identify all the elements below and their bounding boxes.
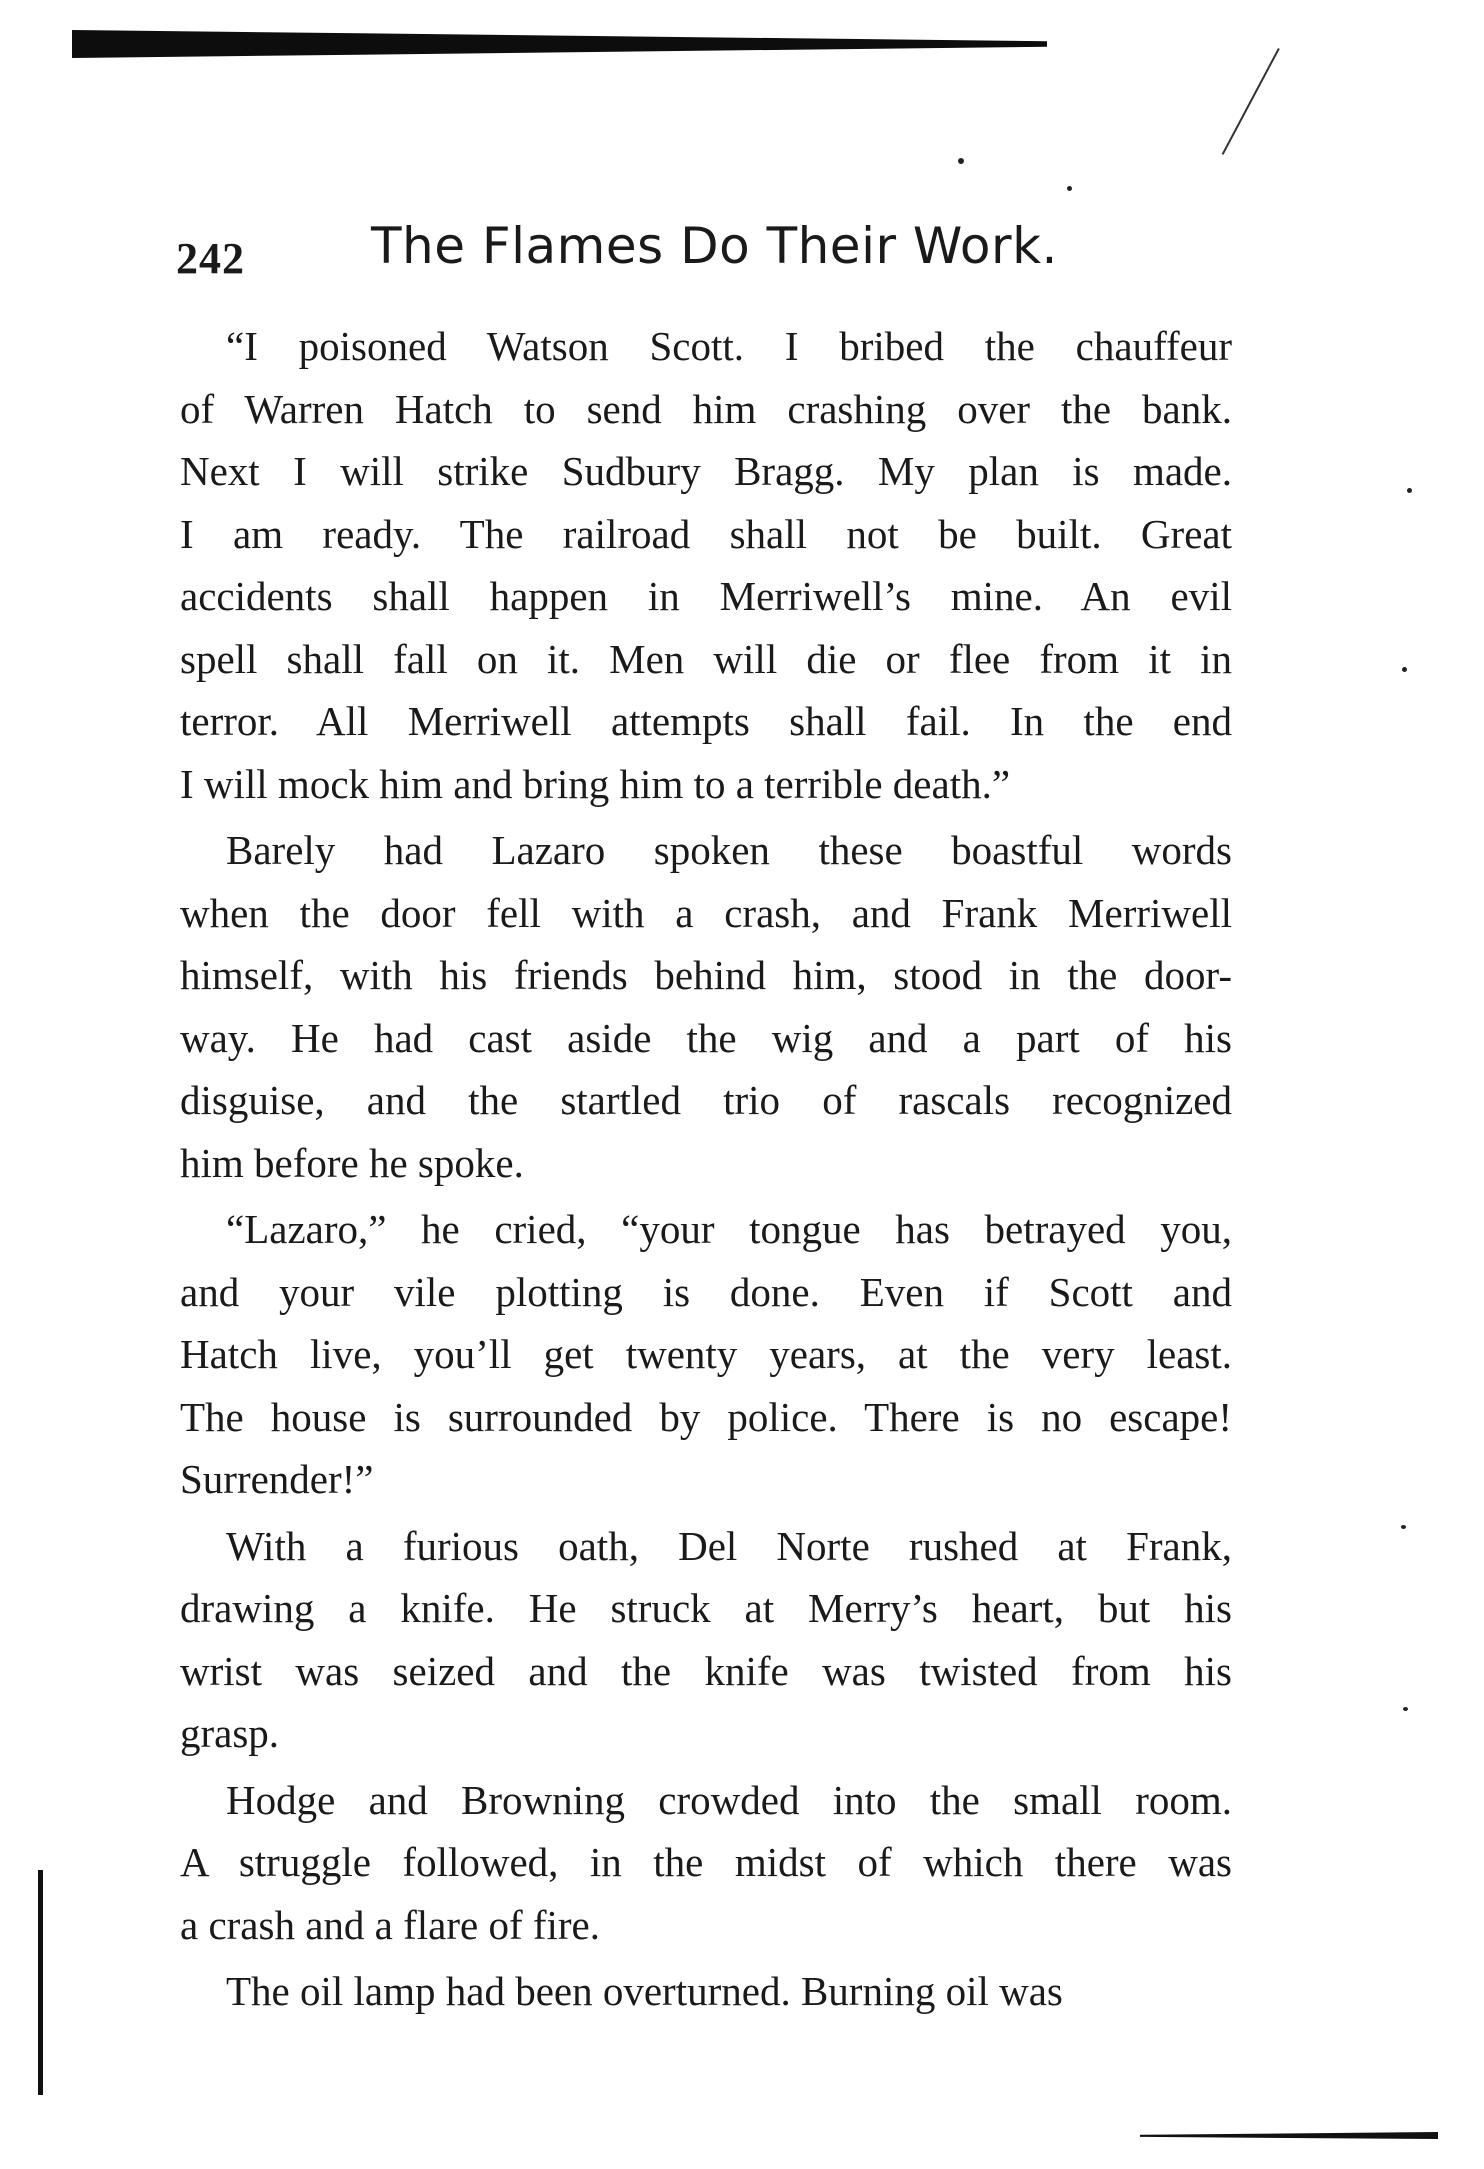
text-line: a crash and a flare of fire. (180, 1901, 600, 1948)
text-line: him before he spoke. (180, 1139, 524, 1186)
paragraph (180, 1198, 1232, 1511)
scan-stray-mark (1222, 48, 1280, 155)
text-line: The house is surrounded by police. There is no escape! (180, 1393, 1232, 1440)
scan-speck (1407, 488, 1412, 493)
text-line: terror. All Merriwell attempts shall fail. In the end (180, 698, 1232, 744)
paragraph (180, 819, 1232, 1194)
scan-top-rule (72, 30, 1047, 58)
text-line: Hatch live, you’ll get twenty years, at the very least. (180, 1331, 1232, 1377)
text-line: With a furious oath, Del Norte rushed at Frank, (226, 1522, 1232, 1569)
scan-speck (958, 158, 964, 164)
scan-speck (1067, 186, 1072, 191)
text-line: The oil lamp had been overturned. Burning oil was (226, 1968, 1063, 2014)
text-line: when the door fell with a crash, and Frank Merriwell (180, 889, 1232, 936)
text-line: grasp. (180, 1710, 280, 1756)
scan-speck (1401, 1525, 1406, 1529)
page-number: 242 (176, 234, 245, 283)
text-line: Hodge and Browning crowded into the small room. (226, 1776, 1232, 1823)
text-line: wrist was seized and the knife was twisted from his (180, 1647, 1232, 1694)
text-line: of Warren Hatch to send him crashing over the bank. (180, 385, 1232, 432)
text-line: Next I will strike Sudbury Bragg. My plan is made. (180, 448, 1232, 494)
text-line: himself, with his friends behind him, stood in the door- (180, 952, 1232, 998)
text-line: spell shall fall on it. Men will die or flee from it in (180, 635, 1232, 682)
text-line: drawing a knife. He struck at Merry’s heart, but his (180, 1585, 1232, 1631)
text-line: and your vile plotting is done. Even if Scott and (180, 1268, 1232, 1315)
paragraph (180, 315, 1232, 815)
text-line: Barely had Lazaro spoken these boastful words (226, 827, 1232, 873)
text-line: “I poisoned Watson Scott. I bribed the chauffeur (226, 323, 1232, 369)
text-line: I will mock him and bring him to a terrible death.” (180, 760, 1011, 807)
text-line: disguise, and the startled trio of rascals recognized (180, 1077, 1232, 1123)
page-header (176, 215, 1236, 295)
text-line: way. He had cast aside the wig and a part of his (180, 1014, 1232, 1061)
scan-speck (1403, 1707, 1408, 1711)
paragraph (180, 1960, 1232, 2023)
text-line: A struggle followed, in the midst of which there was (180, 1839, 1232, 1885)
text-line: accidents shall happen in Merriwell’s mine. An evil (180, 573, 1232, 619)
scan-margin-bar (38, 1870, 43, 2095)
scan-bottom-rule (1140, 2132, 1438, 2139)
paragraph (180, 1515, 1232, 1765)
paragraph (180, 1769, 1232, 1957)
scan-speck (1402, 667, 1407, 672)
body-text (180, 315, 1232, 2027)
text-line: Surrender!” (180, 1456, 374, 1502)
text-line: I am ready. The railroad shall not be built. Great (180, 510, 1232, 557)
running-title: The Flames Do Their Work. (371, 217, 1058, 275)
text-line: “Lazaro,” he cried, “your tongue has betrayed you, (226, 1206, 1232, 1252)
